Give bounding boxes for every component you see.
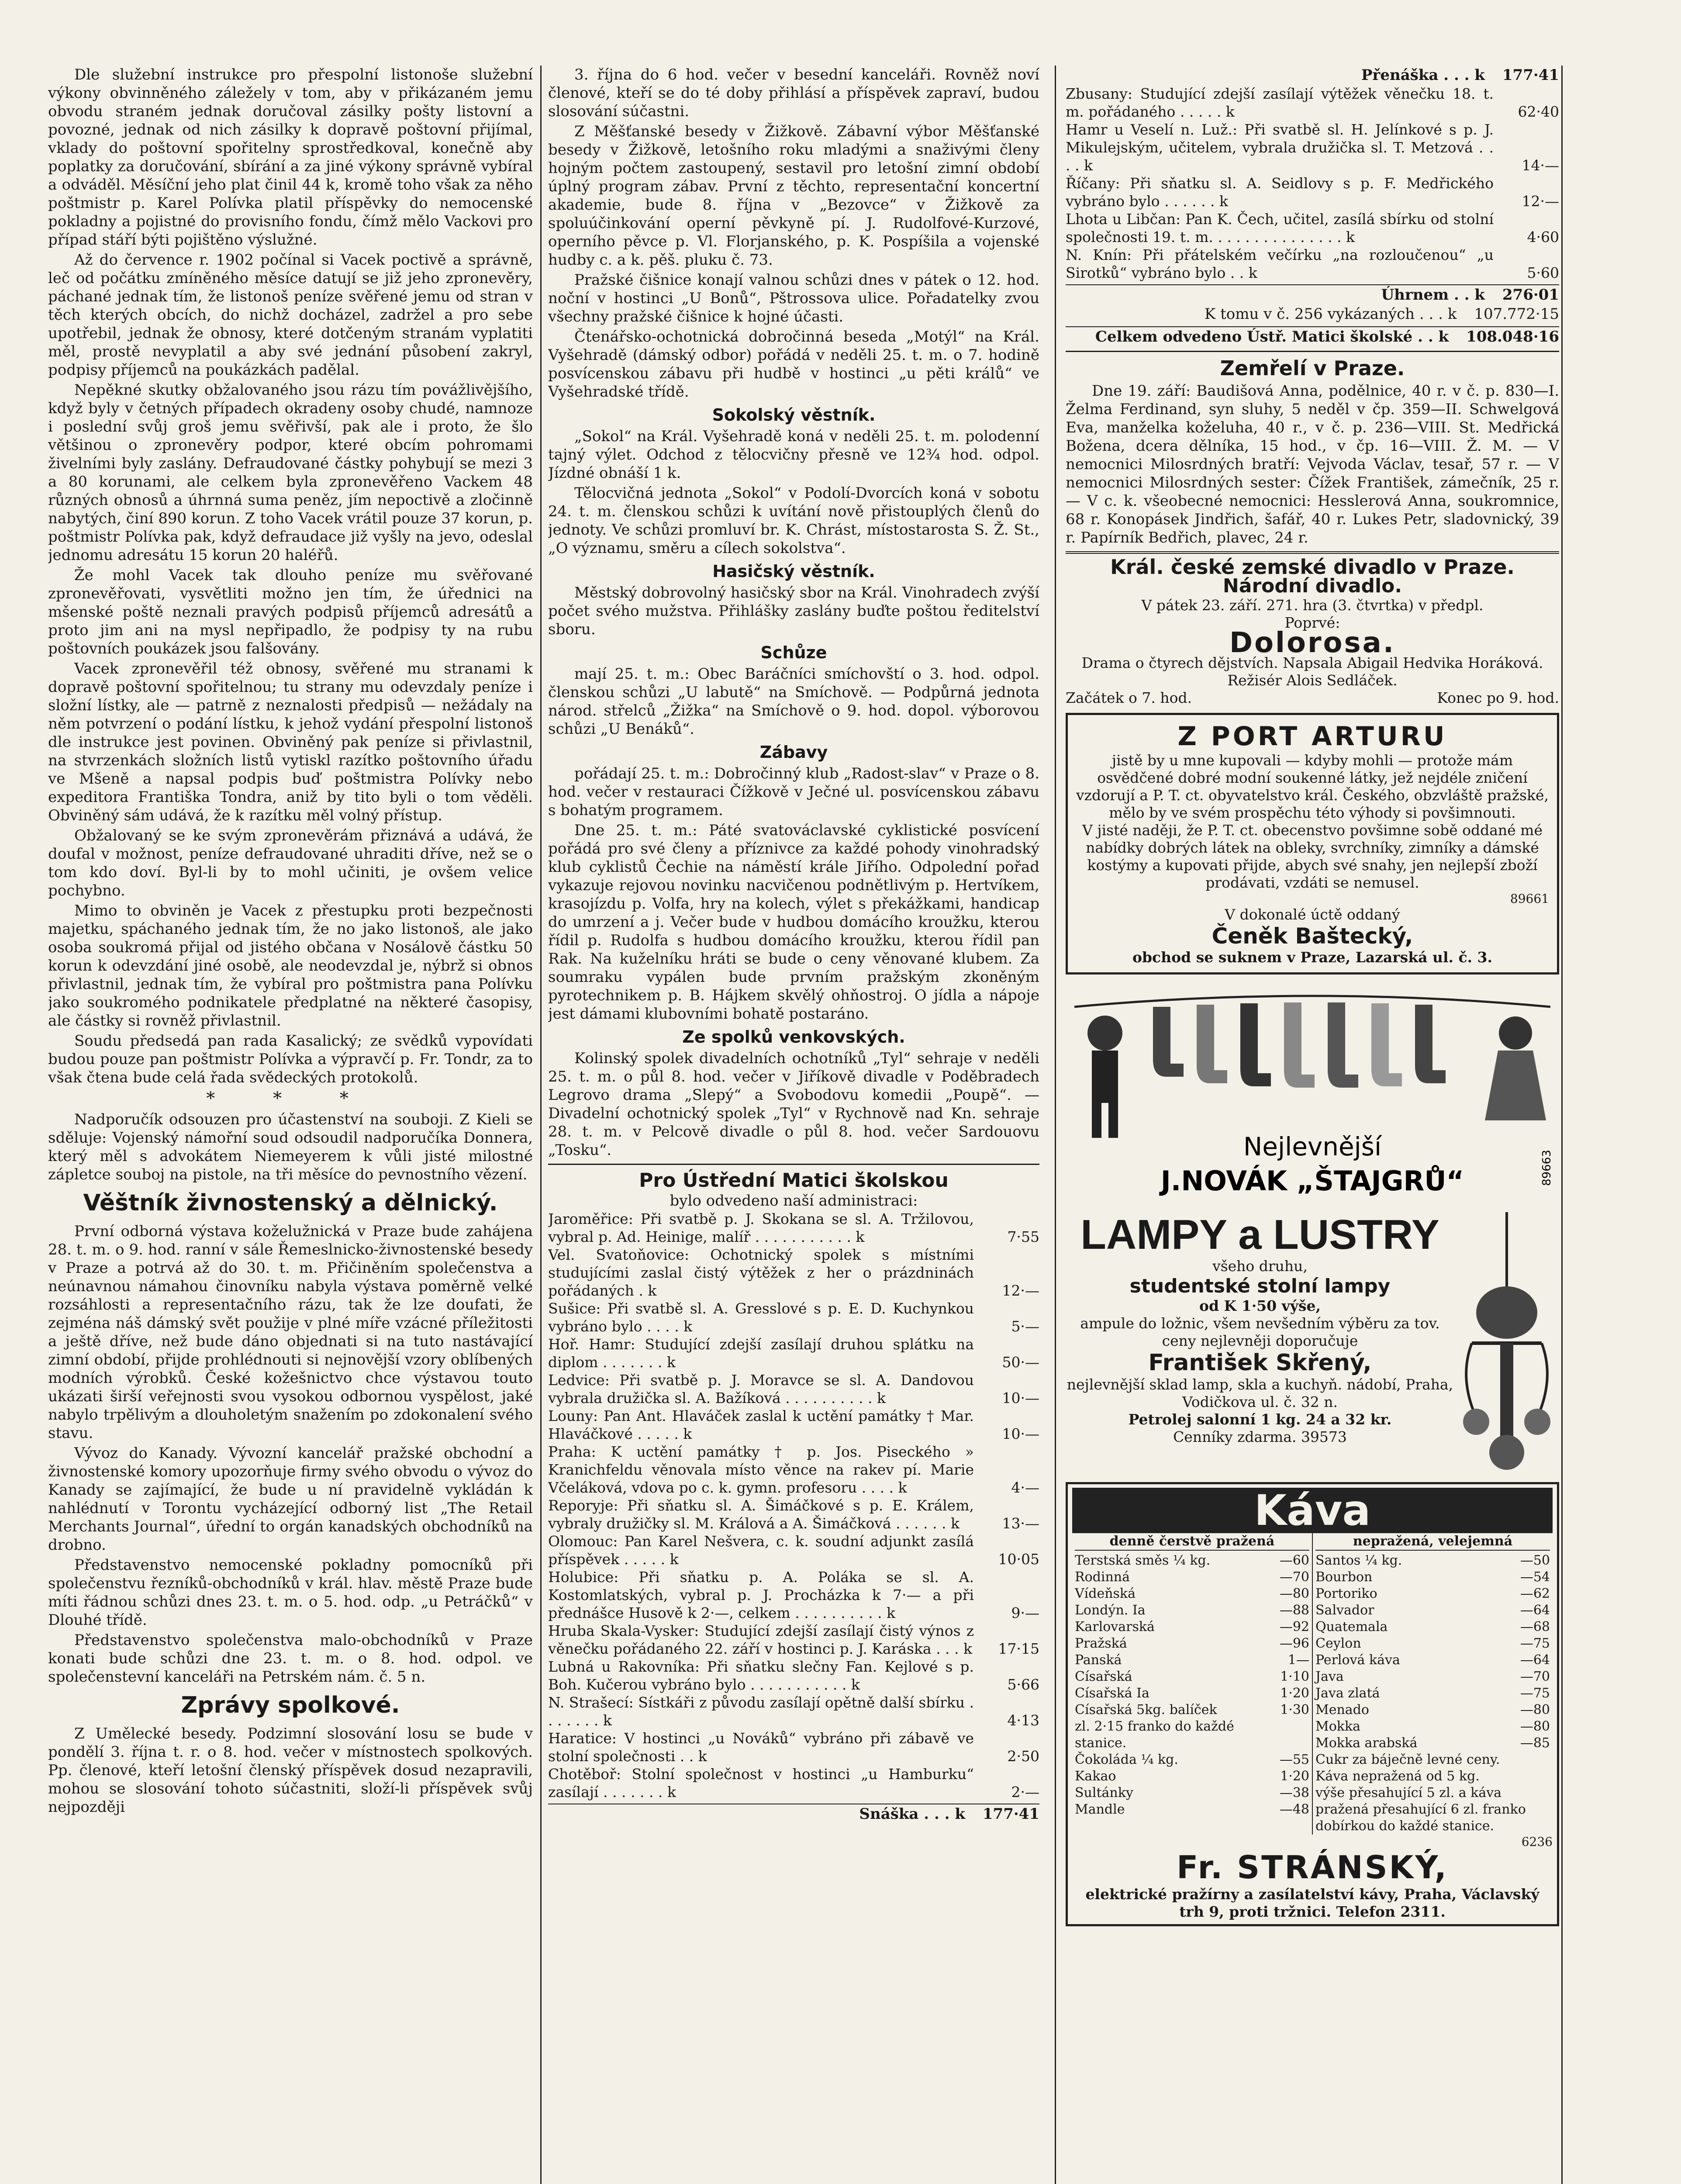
article-paragraph: Dne 25. t. m.: Páté svatováclavské cyklistické posvícení pořádá pro své členy a příznivce za každé pohody vinohradský klub cyklistů Čechie na náměstí krále Jiřího. Odpolední pořad vykazuje rejovou novinku nacvičenou podnětlivým p. Hertvíkem, krasojízdu p. Volfa, hry na kolech, výlet s překážkami, handicap do umrzení a j. Večer bude v hudbou domácího kroužku, kterou řídil p. Rudolfa s hudbou domácího kroužku, kterou řídil pan Rak. Na kuželníku hráti se bude o ceny věnované klubem. Za soumraku vypálen bude prvním pražským zkoněným pyrotechnikem p. B. Hájkem skvělý ohňostroj. O jídla a nápoje jest dámami klubovními bohatě postaráno. (548, 822, 1039, 1023)
ad-stockings-brand: J.NOVÁK „ŠTAJGRŮ“ (1160, 1165, 1464, 1197)
coffee-name: Císařská (1075, 1669, 1132, 1684)
chandelier-illustration (1454, 1212, 1559, 1476)
theatre-play-title: Dolorosa. (1229, 627, 1396, 659)
donation-row (548, 1496, 1039, 1532)
total-label: Úhrnem . . k (1381, 286, 1485, 304)
theatre-description: Drama o čtyrech dějstvích. Napsala Abigail Hedvika Horáková. Režisér Alois Sedláček. (1081, 654, 1543, 689)
coffee-name: Quatemala (1315, 1619, 1388, 1635)
coffee-row (1075, 1569, 1309, 1586)
coffee-price: —88 (1279, 1603, 1309, 1618)
donation-amount: 10·05 (998, 1551, 1039, 1568)
donation-text: Haratice: V hostinci „u Nováků“ vybráno při zábavě ve stolní společnosti . . k (548, 1730, 974, 1765)
ad-stockings-headline: Nejlevnější (1243, 1132, 1382, 1161)
donation-text: Jaroměřice: Při svatbě p. J. Skokana se sl. A. Tržilovou, vybral p. Ad. Heinige, malíř . . . . . . . . . . . k (548, 1210, 974, 1245)
ad-port-body: jistě by u mne kupovali — kdyby mohli — protože mám osvědčené dobré modní soukenné látky, jež nejdéle zničení vzdorují a P. T. ct. obyvatelstvo král. Českého, obzvláště pražské, mělo by ve svém prospěchu této výhody si povšimnouti. (1076, 752, 1549, 821)
coffee-price: —96 (1279, 1636, 1309, 1651)
donation-text: Praha: K uctění památky † p. Jos. Piseckého » Kranichfeldu věnovala místo věnce na rakev pí. Marie Včeláková, vdova po c. k. gymn. profesoru . . . . k (548, 1443, 974, 1496)
coffee-price: —50 (1520, 1553, 1550, 1568)
coffee-row (1075, 1752, 1309, 1768)
previous-row (1066, 304, 1559, 324)
donation-amount: 12·— (1002, 1282, 1039, 1299)
coffee-price: 1·20 (1280, 1686, 1309, 1701)
donation-row (548, 1765, 1039, 1801)
section-heading-trade: Věštník živnostenský a dělnický. (83, 1190, 498, 1216)
coffee-column-heading: denně čerstvě pražená (1075, 1533, 1309, 1551)
coffee-name: Terstská směs ¼ kg. (1075, 1553, 1211, 1568)
ad-stockings-number: 89663 (1540, 1150, 1553, 1186)
news-notice: Nadporučík odsouzen pro účastenství na souboji. Z Kieli se sděluje: Vojenský námořní soud odsoudil nadporučíka Donnera, který měl s advokátem Niemeyerem k vůli jisté milostné zápletce souboj na pistole, na tři měsíce do pevnostního vězení. (48, 1111, 533, 1183)
boy-figure (1087, 1016, 1122, 1138)
coffee-price: —54 (1520, 1569, 1550, 1585)
donation-amount: 12·— (1522, 193, 1559, 210)
donation-amount: 7·55 (1007, 1228, 1039, 1245)
column-rule (1055, 66, 1056, 2184)
coffee-row (1075, 1801, 1309, 1818)
donation-row (548, 1443, 1039, 1496)
coffee-price: —70 (1520, 1669, 1550, 1684)
column-rule (1561, 66, 1563, 2184)
ad-lamps-line: ampule do ložnic, všem nevšedním výběru za tov. ceny nejlevněji doporučuje (1080, 1315, 1440, 1349)
donation-text: Zbusany: Studující zdejší zasílají výtěžek věnečku 18. t. m. pořádaného . . . . . k (1066, 85, 1494, 120)
coffee-name: zl. 2·15 franko do každé (1075, 1719, 1234, 1734)
coffee-price-table (1072, 1533, 1553, 1835)
section-heading-fire: Hasičský věstník. (712, 562, 875, 581)
donation-row (1066, 85, 1559, 121)
ad-port-body2: V jisté naději, že P. T. ct. obecenstvo povšimne sobě oddané mé nabídky dobrých látek na obleky, svrchníky, zimníky a dámské kostýmy a kupovati přijde, abych své snahy, jen nejlepší zboží prodávati, vzdáti se nemusel. (1082, 822, 1543, 891)
coffee-row (1315, 1685, 1550, 1702)
donation-row (548, 1299, 1039, 1335)
article-paragraph: Mimo to obviněn je Vacek z přestupku proti bezpečnosti majetku, spáchaného jednak tím, že no jako listonoš, ale jako osoba soukromá přijal od jistého občana v Nosálově částku 50 korun k odevzdání jiné osobě, ale neodevzdal je, nýbrž si obnos přivlastnil, jednak tím, že vybíral pro poštmistra pana Polívku jako soukromého podnikatele předplatné na některé časopisy, ale částky si rovněž přivlastnil. (48, 902, 533, 1030)
coffee-name: Sultánky (1075, 1785, 1133, 1800)
donation-amount: 4·— (1011, 1479, 1039, 1496)
coffee-column-heading: nepražená, velejemná (1315, 1533, 1550, 1551)
donation-row (1066, 246, 1559, 282)
ad-port-address: obchod se suknem v Praze, Lazarská ul. č. 3. (1132, 949, 1493, 966)
donation-row (548, 1532, 1039, 1568)
coffee-name: pražená přesahující 6 zl. franko dobírkou do každé stanice. (1315, 1802, 1526, 1834)
article-paragraph: Dle služební instrukce pro přespolní listonoše služební výkony obvinněného záležely v tom, aby v přikázaném jemu obvodu straném jednak doručoval zásilky pošty listovní a povozné, jednak od nich zásilky k dopravě poštovní přijímal, vklady do poštovní spořitelny sprostředkoval, konečně aby poplatky za doručování, sbírání a za jiné výkony správně vybíral a odváděl. Měsíční jeho plat činil 44 k, kromě toho však za něho poštmistr p. Karel Polívka platil příspěvky do nemocenské pokladny a pojistné do provisního fondu, čímž mělo Vackovi pro případ stáří býti pojištěno výslužné. (48, 66, 533, 249)
coffee-price: 1— (1288, 1652, 1309, 1668)
donation-text: N. Knín: Při přátelském večírku „na rozloučenou“ „u Sirotků“ vybráno bylo . . k (1066, 246, 1494, 281)
coffee-price: —64 (1520, 1603, 1550, 1618)
donation-amount: 62·40 (1518, 103, 1559, 120)
donation-text: Lubná u Rakovníka: Při sňatku slečny Fan. Kejlové s p. Boh. Kučerou vybráno bylo . . . . . . . . . . . k (548, 1658, 974, 1693)
donation-text: Hoř. Hamr: Studující zdejší zasílají druhou splátku na diplom . . . . . . . k (548, 1336, 974, 1371)
coffee-price: —55 (1279, 1752, 1309, 1767)
coffee-name: Java zlatá (1315, 1686, 1380, 1701)
coffee-price: —64 (1520, 1652, 1550, 1668)
coffee-name: Káva nepražená od 5 kg. (1315, 1769, 1480, 1784)
donation-amount: 4·13 (1007, 1712, 1039, 1729)
donation-amount: 10·— (1002, 1425, 1039, 1442)
coffee-price: —75 (1520, 1686, 1550, 1701)
donation-text: Chotěboř: Stolní společnost v hostinci „u Hamburku“ zasílají . . . . . . . k (548, 1766, 974, 1800)
coffee-row (1075, 1702, 1309, 1718)
carryover-label: Přenáška . . . k (1361, 66, 1485, 84)
ad-stockings (1066, 981, 1559, 1208)
ad-port-artur (1066, 713, 1559, 975)
donation-amount: 5·66 (1007, 1676, 1039, 1693)
article-paragraph: Že mohl Vacek tak dlouho peníze mu svěřované zpronevěřovati, vysvětliti možno jen tím, že úřednici na mšenské poště neznali pravých podpisů příjemců adresátů a proto jim ani na mysl nepřipadlo, že podpisy ty na rubu poštovních poukázek jsou falšovány. (48, 567, 533, 657)
donation-text: Vel. Svatoňovice: Ochotnický spolek s místními studujícími zaslal čistý výtěžek z her o prázdninách pořádaných . k (548, 1246, 974, 1299)
coffee-row (1315, 1768, 1550, 1785)
section-heading-meetings: Schůze (760, 643, 827, 662)
donation-text: Hamr u Veselí n. Luž.: Při svatbě sl. H. Jelínkové s p. J. Mikulejským, učitelem, vybrala družička sl. T. Metzová . . . . k (1066, 121, 1494, 174)
coffee-row (1075, 1718, 1309, 1735)
coffee-row (1315, 1718, 1550, 1735)
donation-text: Říčany: Při sňatku sl. A. Seidlovy s p. F. Medřického vybráno bylo . . . . . . k (1066, 175, 1494, 210)
donation-row (1066, 121, 1559, 174)
ad-lamps-line: Petrolej salonní 1 kg. 24 a 32 kr. (1128, 1411, 1392, 1428)
coffee-row (1075, 1735, 1309, 1752)
donation-row (548, 1729, 1039, 1765)
coffee-row (1315, 1735, 1550, 1752)
coffee-row (1075, 1552, 1309, 1569)
coffee-name: Císařská Ia (1075, 1686, 1149, 1701)
coffee-row (1315, 1635, 1550, 1652)
donation-text: N. Strašecí: Sístkáři z původu zasílají opětně další sbírku . . . . . . . k (548, 1694, 974, 1729)
donation-row (548, 1335, 1039, 1371)
donation-amount: 9·— (1011, 1604, 1039, 1621)
donation-amount: 5·60 (1527, 264, 1559, 281)
coffee-name: Perlová káva (1315, 1652, 1400, 1668)
stocking-icons (1153, 1002, 1446, 1088)
ad-port-number: 89661 (1510, 892, 1549, 906)
donation-row (548, 1693, 1039, 1729)
coffee-name: Bourbon (1315, 1569, 1373, 1585)
coffee-name: Vídeňská (1075, 1586, 1136, 1601)
ad-lamps-text (1066, 1212, 1454, 1476)
donation-text: Lhota u Libčan: Pan K. Čech, učitel, zasílá sbírku od stolní společnosti 19. t. m. . . . . . . . . . . . . . . k (1066, 211, 1494, 245)
subtotal-label: Snáška . . . k (859, 1805, 965, 1823)
donation-text: Olomouc: Pan Karel Nešvera, c. k. soudní adjunkt zasílá příspěvek . . . . . k (548, 1533, 974, 1568)
coffee-row (1075, 1619, 1309, 1635)
coffee-price: —38 (1279, 1785, 1309, 1800)
theatre-heading: Král. české zemské divadlo v Praze. (1110, 555, 1515, 579)
donation-amount: 50·— (1002, 1354, 1039, 1371)
donation-text: Louny: Pan Ant. Hlaváček zaslal k uctění památky † Mar. Hlaváčkové . . . . . k (548, 1407, 974, 1442)
coffee-name: Ceylon (1315, 1636, 1361, 1651)
coffee-row (1075, 1635, 1309, 1652)
coffee-price: —92 (1279, 1619, 1309, 1635)
theatre-date-line: V pátek 23. září. 271. hra (3. čtvrtka) v předpl. (1141, 597, 1484, 614)
donation-text: Reporyje: Při sňatku sl. A. Šimáčkové s p. E. Králem, vybraly družičky sl. M. Králová a A. Šimáčková . . . . . . k (548, 1497, 974, 1532)
coffee-name: Londýn. Ia (1075, 1603, 1146, 1618)
section-divider-stars: * * * (206, 1089, 375, 1109)
previous-label: K tomu v č. 256 vykázaných . . . k (1204, 305, 1457, 323)
article-paragraph: mají 25. t. m.: Obec Baráčníci smíchovští o 3. hod. odpol. členskou schůzi „U labutě“ na Smíchově. — Podpůrná jednota národ. střelců „Žižka“ na Smíchově o 9. hod. dopol. výborovou schůzi „U Benáků“. (548, 665, 1039, 738)
article-paragraph: Z Měšťanské besedy v Žižkově. Zábavní výbor Měšťanské besedy v Žižkově, letošního roku mladými a snaživými členy hojným počtem zastoupený, sestavil pro letošní zimní období úplný program zábav. První z těchto, representační koncertní akademie, bude 8. října v „Bezovce“ v Žižkově za spoluúčinkování operní pěvkyně pí. J. Rudolfové-Kurzové, operního pěvce p. Vl. Florjanského, p. K. Pospíšila a vojenské hudby c. a k. pěš. pluku č. 73. (548, 123, 1039, 269)
donation-amount: 4·60 (1527, 228, 1559, 245)
donation-row (548, 1407, 1039, 1443)
grand-total-row (1066, 326, 1559, 346)
coffee-row (1315, 1801, 1550, 1835)
coffee-name: Rodinná (1075, 1569, 1130, 1585)
theatre-start: Začátek o 7. hod. (1066, 689, 1192, 706)
ad-lamps (1066, 1212, 1559, 1476)
ad-port-signoff: V dokonalé úctě oddaný (1225, 906, 1400, 923)
coffee-row (1315, 1702, 1550, 1718)
subtotal-amount: 177·41 (982, 1805, 1039, 1823)
article-paragraph: První odborná výstava koželužnická v Praze bude zahájena 28. t. m. o 9. hod. ranní v sále Řemeslnicko-živnostenské besedy v Praze a potrvá až do 30. t. m. Přičiněním společenstva a neúnavnou námahou činovníku nabyla výstava poměrně velké rozsáhlosti a representačního rázu, tak že lze doufati, že zejména náš dámský svět použije v plné míře vzácné příležitosti a ještě dříve, než bude dáno objednati si na tuto nastávající zimní období, přijde prohlédnouti si nejnovější vzory oblíbených modních výrobků. České kožešnictvo chce výstavou touto ukázati širší veřejnosti svou vysokou odbornou vyspělost, jaké nabylo trpělivým a dlouholetým snažením po zdokonalení svého stavu. (48, 1223, 533, 1442)
ad-lamps-line: nejlevnější sklad lamp, skla a kuchyň. nádobí, Praha, Vodičkova ul. č. 32 n. (1067, 1376, 1453, 1410)
coffee-name: Čokoláda ¼ kg. (1075, 1752, 1178, 1767)
coffee-row (1315, 1669, 1550, 1685)
donation-row (1066, 210, 1559, 246)
article-paragraph: Tělocvičná jednota „Sokol“ v Podolí-Dvorcích koná v sobotu 24. t. m. členskou schůzi k uvítání nově přistouplých členů do jednoty. Ve schůzi promluví br. K. Chrást, místostarosta S. Ž. St., „O významu, směru a cílech sokolstva“. (548, 484, 1039, 557)
ad-coffee-title: Káva (1072, 1488, 1553, 1533)
ad-coffee (1066, 1482, 1559, 1926)
coffee-name: Mokka arabská (1315, 1735, 1418, 1751)
section-heading-country-clubs: Ze spolků venkovských. (682, 1027, 905, 1047)
ad-coffee-number: 6236 (1521, 1835, 1553, 1849)
divider (1066, 551, 1559, 554)
matice-subtitle: bylo odvedeno naší administraci: (670, 1192, 918, 1209)
coffee-row (1075, 1669, 1309, 1685)
coffee-price: —85 (1520, 1735, 1550, 1751)
girl-figure (1485, 1016, 1546, 1120)
coffee-row (1315, 1785, 1550, 1801)
coffee-price: —80 (1520, 1719, 1550, 1734)
theatre-subheading: Národní divadlo. (1222, 575, 1402, 597)
ad-lamps-line: studentské stolní lampy (1129, 1275, 1391, 1297)
coffee-price: —68 (1520, 1619, 1550, 1635)
donation-row (1066, 174, 1559, 210)
donation-amount: 5·— (1011, 1318, 1039, 1335)
coffee-row (1315, 1602, 1550, 1619)
column-3 (1066, 66, 1559, 2184)
section-heading-entertainment: Zábavy (759, 743, 828, 762)
coffee-price: 1·10 (1280, 1669, 1309, 1684)
donation-amount: 14·— (1522, 157, 1559, 174)
article-paragraph: Představenstvo společenstva malo-obchodníků v Praze konati bude schůzi dne 23. t. m. o 8. hod. odpol. ve společenstevní kanceláři na Petrském nám. č. 5 n. (48, 1631, 533, 1686)
coffee-price: —80 (1279, 1586, 1309, 1601)
article-paragraph: Vývoz do Kanady. Vývozní kancelář pražské obchodní a živnostenské komory upozorňuje firmy svého obvodu o vývoz do Kanady se zajímající, že bude u ní pravidelně vykládán k nahlédnutí v Torontu vycházející odborný list „The Retail Merchants Journal“, úřední to orgán kanadských obchodníků na drobno. (48, 1444, 533, 1554)
column-rule (540, 66, 542, 2184)
coffee-row (1315, 1586, 1550, 1602)
article-paragraph: pořádají 25. t. m.: Dobročinný klub „Radost-slav“ v Praze o 8. hod. večer v restauraci Čížkově v Ječné ul. posvícenskou zábavu s bohatým programem. (548, 765, 1039, 819)
coffee-name: Mokka (1315, 1719, 1361, 1734)
ad-coffee-address: elektrické pražírny a zasílatelství kávy, Praha, Václavský trh 9, proti tržnici. Telefon 2311. (1085, 1886, 1539, 1920)
column-1 (48, 66, 533, 2184)
theatre-end: Konec po 9. hod. (1437, 689, 1559, 706)
coffee-name: výše přesahující 5 zl. a káva (1315, 1785, 1502, 1800)
carryover-row (1066, 66, 1559, 85)
article-paragraph: Vacek zpronevěřil též obnosy, svěřené mu stranami k dopravě poštovní spořitelnou; tu strany mu odevzdaly peníze i složní lístky, ale — patrně z neznalosti předpisů — nežádaly na něm potvrzení o podání lístku, k jehož vydání přespolní listonoš dle instrukce jest povinen. Obviněný pak peníze si přivlastnil, na stvrzenkách složních listů vytiskl razítko poštovního úřadu ve Mšeně a napsal podpis buď poštmistra Polívky nebo expeditora Františka Tondra, aniž by tito byli o tom věděli. Obviněný sám udává, že k razítku měl volný přístup. (48, 660, 533, 824)
divider (548, 1164, 1039, 1165)
coffee-name: Císařská 5kg. balíček (1075, 1702, 1217, 1717)
donation-row (548, 1622, 1039, 1658)
coffee-row (1315, 1652, 1550, 1669)
coffee-name: Mandle (1075, 1802, 1125, 1817)
chandelier-icon (1454, 1212, 1559, 1474)
article-paragraph: Pražské čišnice konají valnou schůzi dnes v pátek o 12. hod. noční v hostinci „U Bonů“, Pštrossova ulice. Pořadatelky zvou všechny pražské čišnice k hojné účasti. (548, 271, 1039, 325)
article-paragraph: Čtenářsko-ochotnická dobročinná beseda „Motýl“ na Král. Vyšehradě (dámský odbor) pořádá v neděli 25. t. m. o 7. hodině posvícenskou zábavu při hudbě v hostinci „u pěti králů“ ve Vyšehradské třídě. (548, 328, 1039, 401)
coffee-name: Cukr za báječně levné ceny. (1315, 1752, 1500, 1767)
ad-lamps-line: od K 1·50 výše, (1199, 1297, 1321, 1314)
section-heading-sokol: Sokolský věstník. (712, 405, 876, 425)
ad-port-title: Z PORT ARTURU (1177, 721, 1447, 752)
donation-row (548, 1246, 1039, 1299)
donation-amount: 2·50 (1007, 1748, 1039, 1765)
section-heading-clubs: Zprávy spolkové. (181, 1692, 400, 1718)
donation-row (548, 1210, 1039, 1246)
clothesline (1074, 996, 1550, 1007)
coffee-column-roasted (1072, 1533, 1312, 1835)
coffee-price: —62 (1520, 1586, 1550, 1601)
subtotal-row (548, 1804, 1039, 1824)
donation-text: Holubice: Při sňatku p. A. Poláka se sl. A. Kostomlatských, vybral p. J. Procházka k 7·— a při přednášce Husově k 2·—, celkem . . . . . . . . . . k (548, 1569, 974, 1621)
coffee-price: —75 (1520, 1636, 1550, 1651)
coffee-name: Karlovarská (1075, 1619, 1155, 1635)
donation-list (548, 1210, 1039, 1801)
ad-port-name: Čeněk Baštecký, (1212, 923, 1413, 949)
coffee-column-green (1312, 1533, 1553, 1835)
coffee-price: 1·30 (1280, 1702, 1309, 1717)
previous-amount: 107.772·15 (1474, 305, 1559, 323)
grand-total-amount: 108.048·16 (1466, 328, 1559, 346)
total-amount: 276·01 (1502, 286, 1559, 304)
total-row (1066, 284, 1559, 304)
article-paragraph: Až do července r. 1902 počínal si Vacek poctivě a správně, leč od počátku zmíněného měsíce datují se již jeho zpronevěry, páchané jednak tím, že listonoš peníze svěřené jemu od stran v těch kterých obcích, do nichž docházel, zadržel a pro sebe upotřebil, jednak že obnosy, které dotčeným stranám vyplatiti měl, prostě nevyplatil a aby své jednání působení zakryl, podpisy příjemců na poukázkách padělal. (48, 251, 533, 379)
donation-row (548, 1658, 1039, 1693)
coffee-price: —80 (1520, 1702, 1550, 1717)
donation-amount: 13·— (1002, 1515, 1039, 1532)
coffee-row (1075, 1768, 1309, 1785)
article-paragraph: Obžalovaný se ke svým zpronevěrám přiznává a udává, že doufal v možnost, peníze defraudované uhraditi dříve, než se o tom kdo doví. Byl-li by to mohl učiniti, je ovšem velice pochybno. (48, 827, 533, 899)
coffee-row (1315, 1552, 1550, 1569)
carryover-amount: 177·41 (1502, 66, 1559, 84)
coffee-name: stanice. (1075, 1735, 1127, 1751)
donation-amount: 2·— (1011, 1783, 1039, 1800)
article-paragraph: Městský dobrovolný hasičský sbor na Král. Vinohradech zvýší počet svého mužstva. Přihlášky zaslány buďte poštou ředitelství sboru. (548, 584, 1039, 638)
coffee-row (1075, 1586, 1309, 1602)
section-heading-matice: Pro Ústřední Matici školskou (639, 1169, 949, 1192)
coffee-price: 1·20 (1280, 1769, 1309, 1784)
coffee-row (1315, 1569, 1550, 1586)
coffee-price: —60 (1279, 1553, 1309, 1568)
column-2 (548, 66, 1039, 2184)
ad-lamps-seller: František Skřený, (1148, 1350, 1372, 1376)
donation-amount: 17·15 (998, 1640, 1039, 1657)
theatre-notice (1066, 555, 1559, 707)
coffee-name: Panská (1075, 1652, 1122, 1668)
coffee-row (1075, 1602, 1309, 1619)
article-paragraph: Soudu předsedá pan rada Kasalický; ze svědků vypovídati budou pouze pan poštmistr Polívka a výpravčí p. Fr. Tondr, za to však čtena bude celá řada svědeckých protokolů. (48, 1032, 533, 1086)
theatre-premiere: Poprvé: (1284, 614, 1340, 631)
ad-lamps-line: všeho druhu, (1212, 1258, 1308, 1275)
coffee-name: Pražská (1075, 1636, 1127, 1651)
coffee-name: Portoriko (1315, 1586, 1377, 1601)
ad-lamps-title: LAMPY a LUSTRY (1080, 1211, 1439, 1258)
coffee-name: Java (1315, 1669, 1344, 1684)
coffee-price: —48 (1279, 1802, 1309, 1817)
article-paragraph: Kolinský spolek divadelních ochotníků „Tyl“ sehraje v neděli 25. t. m. o půl 8. hod. večer v Jiříkově divadle v Poděbradech Legrovo drama „Slepý“ a Svobodovu komedii „Poupě“. — Divadelní ochotnický spolek „Tyl“ v Rychnově nad Kn. sehraje 28. t. m. v Pelcově divadle o půl 8. hod. večer Sardouovu „Tosku“. (548, 1050, 1039, 1159)
ad-lamps-line: Cenníky zdarma. 39573 (1173, 1428, 1347, 1445)
coffee-row (1075, 1652, 1309, 1669)
coffee-name: Santos ¼ kg. (1315, 1553, 1402, 1568)
coffee-row (1315, 1619, 1550, 1635)
deaths-list: Dne 19. září: Baudišová Anna, podělnice, 40 r. v č. p. 830—I. Želma Ferdinand, syn sluhy, 5 neděl v čp. 359—II. Schwelgová Eva, manželka koželuha, 40 r., v č. p. 236—VIII. St. Medřická Božena, dcera dělníka, 15 hod., v čp. 16—VIII. Ž. M. — V nemocnici Milosrdných bratří: Vejvoda Václav, tesař, 57 r. — V nemocnici Milosrdných sester: Čížek František, zámečník, 25 r. — V c. k. všeobecné nemocnici: Hesslerová Anna, soukromnice, 68 r. Konopásek Jindřich, šafář, 40 r. Lukes Petr, sladovnický, 39 r. Papírník Bedřich, plavec, 24 r. (1066, 382, 1559, 546)
article-paragraph: Představenstvo nemocenské pokladny pomocníků při společenstvu řezníků-obchodníků v král. hlav. městě Praze bude míti řádnou schůzi dnes 23. t. m. o 5. hod. odp. „u Petráčků“ v Dlouhé třídě. (48, 1556, 533, 1629)
divider (1066, 351, 1559, 352)
donation-amount: 10·— (1002, 1389, 1039, 1406)
stockings-illustration (1066, 981, 1559, 1208)
article-paragraph: Z Umělecké besedy. Podzimní slosování losu se bude v pondělí 3. října t. r. o 8. hod. večer v místnostech spolkových. Pp. členové, kteří letošní členský příspěvek dosud nezapravili, mohou se slosování tohoto súčastniti, složí-li příspěvek svůj nejpozději (48, 1725, 533, 1816)
ad-coffee-seller: Fr. STRÁNSKÝ, (1177, 1849, 1448, 1886)
coffee-name: Salvador (1315, 1603, 1374, 1618)
article-paragraph: „Sokol“ na Král. Vyšehradě koná v neděli 25. t. m. polodenní tajný výlet. Odchod z tělocvičny přesně ve 12¾ hod. odpol. Jízdné obnáší 1 k. (548, 428, 1039, 482)
donation-row (548, 1371, 1039, 1407)
coffee-name: Menado (1315, 1702, 1369, 1717)
donation-text: Sušice: Při svatbě sl. A. Gresslové s p. E. D. Kuchynkou vybráno bylo . . . . k (548, 1300, 974, 1335)
article-paragraph: 3. října do 6 hod. večer v besední kanceláři. Rovněž noví členové, kteří se do té doby přihlásí a příspěvek zapraví, budou slosování súčastni. (548, 66, 1039, 120)
donation-text: Ledvice: Při svatbě p. J. Moravce se sl. A. Dandovou vybrala družička sl. A. Bažíková . . . . . . . . . . k (548, 1372, 974, 1406)
article-paragraph: Nepěkné skutky obžalovaného jsou rázu tím povážlivějšího, když byly v četných případech okradeny osoby chudé, namnoze i poslední svůj groš jemu svěřivší, pak ale i proto, že šlo většinou o zpronevěry podpor, které obcím pohromami živelními byly zaslány. Defraudované částky pohybují se mezi 3 a 80 korunami, ale celkem byla zpronevěřeno Vackem 48 různých obnosů a úhrnná suma peněz, jím nepoctivě a zločinně nabytých, činí 890 korun. Z toho Vacek vrátil pouze 37 korun, p. poštmistr Polívka pak, když defraudace již vyšly na jevo, odeslal jednomu adresátu 15 korun 20 haléřů. (48, 381, 533, 564)
coffee-row (1075, 1785, 1309, 1801)
coffee-row (1075, 1685, 1309, 1702)
donation-row (548, 1568, 1039, 1622)
donation-text: Hruba Skala-Vysker: Studující zdejší zasílají čistý výnos z věnečku pořádaného 22. září v hostinci p. J. Karáska . . . k (548, 1622, 974, 1657)
coffee-row (1315, 1752, 1550, 1768)
grand-total-label: Celkem odvedeno Ústř. Matici školské . . k (1095, 328, 1449, 346)
coffee-price: —70 (1279, 1569, 1309, 1585)
coffee-name: Kakao (1075, 1769, 1116, 1784)
section-heading-deaths: Zemřelí v Praze. (1220, 356, 1405, 380)
theatre-times (1066, 689, 1559, 707)
